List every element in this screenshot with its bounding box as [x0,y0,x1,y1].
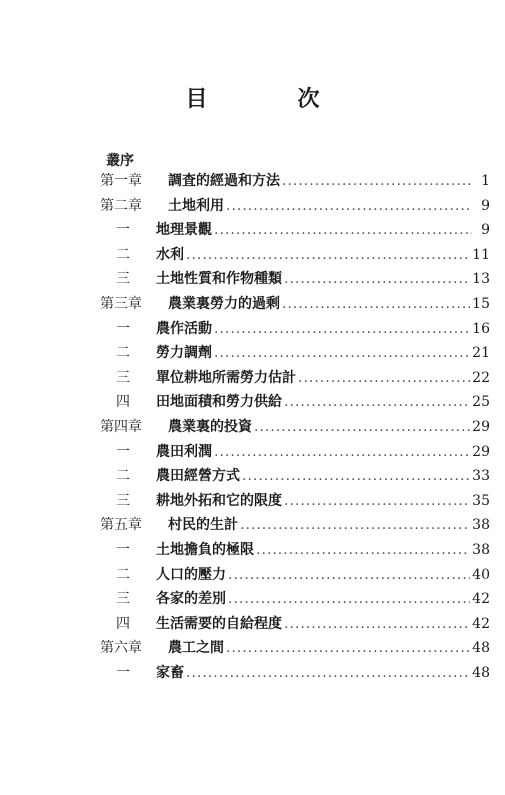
toc-section-row [100,219,490,244]
dot-leader [240,517,470,533]
toc-section-row [100,318,490,343]
dot-leader [282,173,472,189]
toc-section-row [100,564,490,589]
toc-entry-number: 三 [116,369,130,386]
toc-entry-label: 農田經營方式 [156,468,240,485]
dot-leader [214,345,470,361]
toc-page-number: 48 [472,640,490,657]
toc-entry-label: 調査的經過和方法 [168,173,280,189]
toc-chapter-row [100,170,490,195]
dot-leader [284,271,470,287]
toc-entry-number: 三 [116,492,130,509]
toc-entry-label: 生活需要的自給程度 [156,615,282,632]
toc-entry-number: 第三章 [100,295,142,312]
dot-leader [226,198,472,214]
dot-leader [186,247,470,263]
dot-leader [214,321,470,337]
toc-chapter-row [100,514,490,539]
dot-leader [214,222,472,238]
toc-chapter-row [100,637,490,662]
toc-page-number: 48 [472,664,490,681]
toc-entry-number: 第四章 [100,418,142,435]
toc-section-row [100,367,490,392]
toc-entry-number: 一 [116,443,130,460]
toc-entry-label: 農業裏的投資 [168,418,252,435]
toc-section-row [100,539,490,564]
toc-entry-label: 勞力調劑 [156,345,212,362]
toc-entry-number: 四 [116,394,130,411]
dot-leader [214,444,470,460]
dot-leader [254,419,470,435]
toc-entry-label: 土地性質和作物種類 [156,271,282,288]
dot-leader [284,493,470,509]
toc-page-number: 9 [481,222,490,239]
toc-chapter-row [100,416,490,441]
dot-leader [284,616,470,632]
toc-page-number: 38 [472,517,490,534]
toc-page-number: 33 [472,468,490,485]
toc-page-number: 13 [472,271,490,288]
toc-entry-number: 二 [116,468,130,485]
toc-page-number: 40 [472,566,490,583]
toc-entry-number: 第一章 [100,173,142,189]
toc-page-number: 22 [472,369,490,386]
toc-page-number: 21 [472,345,490,362]
toc-page-number: 38 [472,541,490,558]
toc-chapter-row [100,195,490,220]
dot-leader [282,296,470,312]
table-of-contents [100,170,490,686]
toc-entry-label: 農田利潤 [156,443,212,460]
toc-section-row [100,342,490,367]
dot-leader [228,591,470,607]
toc-section-row [100,268,490,293]
toc-entry-number: 一 [116,541,130,558]
toc-entry-number: 四 [116,615,130,632]
dot-leader [226,640,470,656]
toc-entry-label: 農作活動 [156,320,212,337]
toc-page-number: 1 [481,173,490,189]
toc-entry-label: 土地利用 [168,197,224,214]
toc-section-row [100,465,490,490]
toc-section-row [100,244,490,269]
toc-section-row [100,391,490,416]
toc-entry-number: 三 [116,591,130,608]
toc-page-number: 29 [472,418,490,435]
toc-entry-label: 各家的差別 [156,591,226,608]
dot-leader [228,567,470,583]
toc-entry-number: 三 [116,271,130,288]
preface-entry: 叢序 [106,153,134,169]
toc-section-row [100,588,490,613]
toc-page-number: 9 [481,197,490,214]
toc-section-row [100,613,490,638]
toc-entry-number: 一 [116,320,130,337]
toc-section-row [100,662,490,687]
toc-entry-label: 耕地外拓和它的限度 [156,492,282,509]
toc-page-number: 15 [472,295,490,312]
page-title: 目 次 [185,86,354,112]
toc-page-number: 42 [472,615,490,632]
dot-leader [186,665,470,681]
toc-entry-label: 農業裏勞力的過剩 [168,295,280,312]
dot-leader [256,542,470,558]
toc-page-number: 11 [472,246,490,263]
toc-entry-number: 第六章 [100,640,142,657]
toc-entry-number: 二 [116,246,130,263]
toc-entry-number: 一 [116,664,130,681]
toc-page-number: 35 [472,492,490,509]
toc-entry-label: 土地擔負的極限 [156,541,254,558]
toc-entry-number: 二 [116,345,130,362]
toc-entry-number: 一 [116,222,130,239]
toc-page-number: 16 [472,320,490,337]
toc-entry-label: 水利 [156,246,184,263]
toc-section-row [100,441,490,466]
toc-entry-number: 第五章 [100,517,142,534]
toc-entry-label: 農工之間 [168,640,224,657]
toc-section-row [100,490,490,515]
toc-entry-label: 單位耕地所需勞力估計 [156,369,296,386]
dot-leader [284,394,470,410]
toc-entry-label: 地理景觀 [156,222,212,239]
toc-page-number: 29 [472,443,490,460]
toc-entry-number: 第二章 [100,197,142,214]
toc-entry-label: 人口的壓力 [156,566,226,583]
toc-entry-label: 家畜 [156,664,184,681]
toc-chapter-row [100,293,490,318]
toc-page-number: 42 [472,591,490,608]
dot-leader [298,370,470,386]
dot-leader [242,468,470,484]
toc-entry-number: 二 [116,566,130,583]
toc-page-number: 25 [472,394,490,411]
toc-entry-label: 田地面積和勞力供給 [156,394,282,411]
toc-entry-label: 村民的生計 [168,517,238,534]
